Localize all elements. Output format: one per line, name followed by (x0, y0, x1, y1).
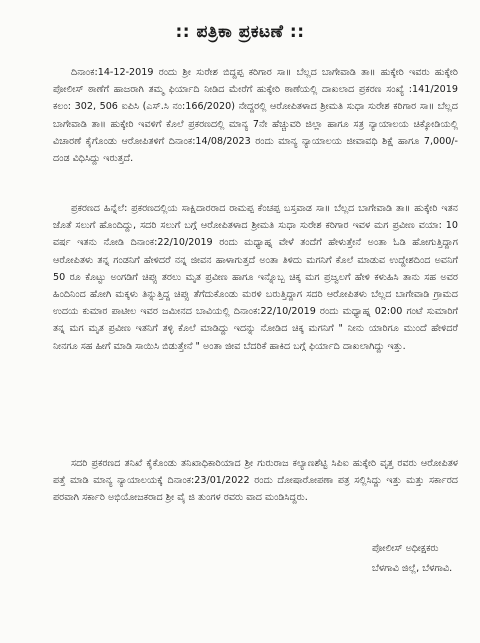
paragraph-verdict: ದಿನಾಂಕ:14-12-2019 ರಂದು ಶ್ರೀ ಸುರೇಶ ಬಿದ್ದಪ್ಪ ಕರಿಗಾರ ಸಾ॥ ಬೆಲ್ಲದ ಬಾಗೇವಾಡಿ ತಾ॥ ಹುಕ್ಕೇರಿ ಇವರು ಹುಕ್ಕೇರಿ ಪೋಲೀಸ್ ಠಾಣೆಗೆ ಹಾಜರಾಗಿ ತಮ್ಮ ಫಿರ್ಯಾದಿ ನೀಡಿದ ಮೇರೆಗೆ ಹುಕ್ಕೇರಿ ಠಾಣೆಯಲ್ಲಿ ದಾಖಲಾದ ಪ್ರಕರಣ ಸಂಖ್ಯೆ :141/2019 ಕಲಂ: 302, 506 ಐಪಿಸಿ (ಎಸ್.ಸಿ ನಂ:166/2020) ನೇದ್ದರಲ್ಲಿ ಆರೋಪಿತಳಾದ ಶ್ರೀಮತಿ ಸುಧಾ ಸುರೇಶ ಕರಿಗಾರ ಸಾ॥ ಬೆಲ್ಲದ ಬಾಗೇವಾಡಿ ತಾ॥ ಹುಕ್ಕೇರಿ ಇವಳಿಗೆ ಕೊಲೆ ಪ್ರಕರಣದಲ್ಲಿ ಮಾನ್ಯ 7ನೇ ಹೆಚ್ಚುವರಿ ಜಿಲ್ಲಾ ಹಾಗೂ ಸತ್ರ ನ್ಯಾಯಾಲಯ ಚಿಕ್ಕೋಡಿಯಲ್ಲಿ ವಿಚಾರಣೆ ಕೈಗೊಂಡು ಆರೋಪಿತಳಿಗೆ ದಿನಾಂಕ:14/08/2023 ರಂದು ಮಾನ್ಯ ನ್ಯಾಯಾಲಯ ಜೀವಾವಧಿ ಶಿಕ್ಷೆ ಹಾಗೂ 7,000/- ದಂಡ ವಿಧಿಸಿದ್ದು ಇರುತ್ತದೆ. (53, 67, 458, 165)
paragraph-case-background: ಪ್ರಕರಣದ ಹಿನ್ನೆಲೆ: ಪ್ರಕರಣದಲ್ಲಿಯ ಸಾಕ್ಷಿದಾರರಾದ ರಾಮಪ್ಪ ಕೆಂಚಪ್ಪ ಬಸ್ತವಾಡ ಸಾ॥ ಬೆಲ್ಲದ ಬಾಗೇವಾಡಿ ತಾ॥ ಹುಕ್ಕೇರಿ ಇತನ ಜೊತೆ ಸಲುಗೆ ಹೊಂದಿದ್ದು, ಸದರಿ ಸಲುಗೆ ಬಗ್ಗೆ ಆರೋಪಿತಳಾದ ಶ್ರೀಮತಿ ಸುಧಾ ಸುರೇಶ ಕರಿಗಾರ ಇವಳ ಮಗ ಪ್ರವೀಣ ವಯಾ: 10 ವರ್ಷ ಇತನು ನೋಡಿ ದಿನಾಂಕ:22/10/2019 ರಂದು ಮಧ್ಯಾಹ್ನ ವೇಳೆ ತಂದೆಗೆ ಹೇಳುತ್ತೇನೆ ಅಂತಾ ಓಡಿ ಹೋಗುತ್ತಿದ್ದಾಗ ಆರೋಪಿತಳು ತನ್ನ ಗಂಡನಿಗೆ ಹೇಳಿದರೆ ನನ್ನ ಜೀವನ ಹಾಳಾಗುತ್ತದೆ ಅಂತಾ ತಿಳಿದು ಮಗನಿಗೆ ಕೊಲೆ ಮಾಡುವ ಉದ್ದೇಶದಿಂದ ಅವನಿಗೆ 50 ರೂ ಕೊಟ್ಟು ಅಂಗಡಿಗೆ ಚಿಪ್ಸು ತರಲು ಮೃತ ಪ್ರವೀಣ ಹಾಗೂ ಇನ್ನೊಬ್ಬ ಚಿಕ್ಕ ಮಗ ಪ್ರಜ್ವಲಗೆ ಹೇಳಿ ಕಳುಹಿಸಿ ತಾನು ಸಹ ಅವರ ಹಿಂದಿನಿಂದ ಹೋಗಿ ಮಕ್ಕಳು ತಿನ್ನುತ್ತಿದ್ದ ಚಿಪ್ಸು ತೆಗೆದುಕೊಂಡು ಮರಳಿ ಬರುತ್ತಿದ್ದಾಗ ಸದರಿ ಆರೋಪಿತಳು ಬೆಲ್ಲದ ಬಾಗೇವಾಡಿ ಗ್ರಾಮದ ಉದಯ ಕುಮಾರ ಪಾಟೀಲ ಇವರ ಜಮೀನದ ಬಾವಿಯಲ್ಲಿ ದಿನಾಂಕ:22/10/2019 ರಂದು ಮಧ್ಯಾಹ್ನ 02:00 ಗಂಟೆ ಸುಮಾರಿಗೆ ತನ್ನ ಮಗ ಮೃತ ಪ್ರವೀಣ ಇತನಿಗೆ ತಳ್ಳಿ ಕೊಲೆ ಮಾಡಿದ್ದು ಇದನ್ನು ನೋಡಿದ ಚಿಕ್ಕ ಮಗನಿಗೆ " ನೀನು ಯಾರಿಗೂ ಮುಂದೆ ಹೇಳಿದರೆ ನೀನಗೂ ಸಹ ಹೀಗೆ ಮಾಡಿ ಸಾಯಿಸಿ ಬಿಡುತ್ತೇನೆ " ಅಂತಾ ಜೀವ ಬೆದರಿಕೆ ಹಾಕಿದ ಬಗ್ಗೆ ಫಿರ್ಯಾದಿ ದಾಖಲಾಗಿದ್ದು ಇತ್ತು. (53, 203, 458, 352)
page-title: :: ಪತ್ರಿಕಾ ಪ್ರಕಟಣೆ :: (175, 22, 305, 42)
paragraph-investigation: ಸದರಿ ಪ್ರಕರಣದ ತನಿಖೆ ಕೈಕೊಂಡು ತನಿಖಾಧಿಕಾರಿಯಾದ ಶ್ರೀ ಗುರುರಾಜ ಕಲ್ಯಾಣಶೆಟ್ಟಿ ಸಿಪಿಐ ಹುಕ್ಕೇರಿ ವೃತ್ತ ರವರು ಆರೋಪಿತಳ ಪತ್ತೆ ಮಾಡಿ ಮಾನ್ಯ ನ್ಯಾಯಾಲಯಕ್ಕೆ ದಿನಾಂಕ:23/01/2022 ರಂದು ದೋಷಾರೋಪಣಾ ಪತ್ರ ಸಲ್ಲಿಸಿದ್ದು ಇತ್ತು ಮತ್ತು ಸರ್ಕಾರದ ಪರವಾಗಿ ಸರ್ಕಾರಿ ಅಭಿಯೋಜಕರಾದ ಶ್ರೀ ವೈ ಜಿ ತುಂಗಳ ರವರು ವಾದ ಮಂಡಿಸಿದ್ದರು. (53, 458, 458, 504)
signature-designation: ಪೋಲೀಸ್ ಅಧೀಕ್ಷಕರು (372, 543, 439, 554)
signature-block (372, 539, 452, 579)
signature-office: ಬೆಳಗಾವಿ ಜಿಲ್ಲೆ, ಬೆಳಗಾವಿ. (372, 563, 453, 574)
